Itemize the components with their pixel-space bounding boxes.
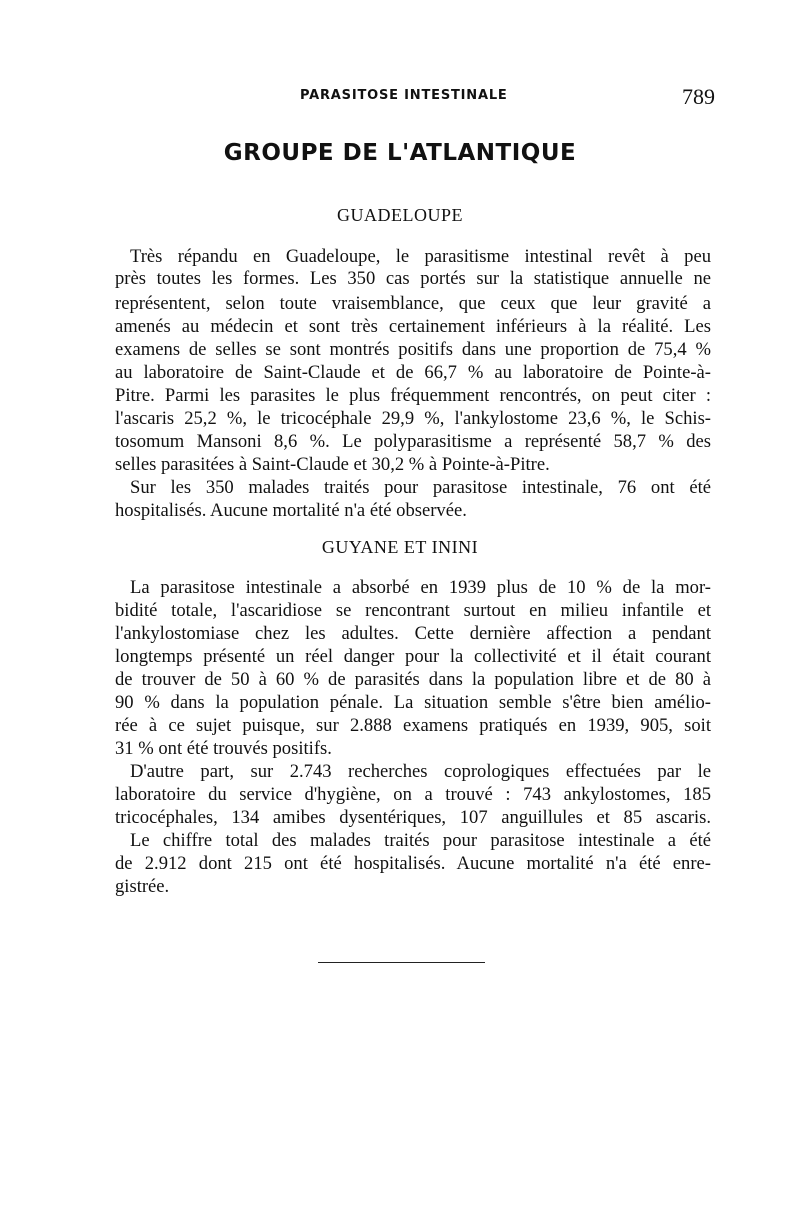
- running-title: PARASITOSE INTESTINALE: [300, 88, 508, 103]
- page-title: GROUPE DE L'ATLANTIQUE: [223, 140, 577, 166]
- section-heading-guyane: GUYANE ET ININI: [321, 537, 479, 557]
- paragraph-line: 90 % dans la population pénale. La situation semble s'être bien amélio-: [115, 692, 711, 713]
- paragraph-line: Sur les 350 malades traités pour parasitose intestinale, 76 ont été: [130, 477, 711, 498]
- paragraph-line: Très répandu en Guadeloupe, le parasitisme intestinal revêt à peu: [130, 246, 711, 267]
- paragraph-line: amenés au médecin et sont très certainement inférieurs à la réalité. Les: [115, 316, 711, 337]
- page-number: 789: [682, 84, 715, 109]
- paragraph-line: La parasitose intestinale a absorbé en 1939 plus de 10 % de la mor-: [130, 577, 711, 598]
- paragraph-line: Pitre. Parmi les parasites le plus fréquemment rencontrés, on peut citer :: [115, 385, 711, 406]
- paragraph-line: selles parasitées à Saint-Claude et 30,2 % à Pointe-à-Pitre.: [115, 454, 550, 475]
- paragraph-line: représentent, selon toute vraisemblance, que ceux que leur gravité a: [115, 293, 711, 314]
- paragraph-line: D'autre part, sur 2.743 recherches coprologiques effectuées par le: [130, 761, 711, 782]
- end-rule: [318, 962, 485, 963]
- paragraph-line: l'ascaris 25,2 %, le tricocéphale 29,9 %, l'ankylostome 23,6 %, le Schis-: [115, 408, 711, 429]
- paragraph-line: longtemps présenté un réel danger pour la collectivité et il était courant: [115, 646, 711, 667]
- paragraph-line: bidité totale, l'ascaridiose se rencontrant surtout en milieu infantile et: [115, 600, 711, 621]
- paragraph-line: de trouver de 50 à 60 % de parasités dans la population libre et de 80 à: [115, 669, 711, 690]
- paragraph-line: tosomum Mansoni 8,6 %. Le polyparasitisme a représenté 58,7 % des: [115, 431, 711, 452]
- paragraph-line: tricocéphales, 134 amibes dysentériques, 107 anguillules et 85 ascaris.: [115, 807, 711, 828]
- paragraph-line: gistrée.: [115, 876, 170, 897]
- paragraph-line: de 2.912 dont 215 ont été hospitalisés. Aucune mortalité n'a été enre-: [115, 853, 711, 874]
- paragraph-line: 31 % ont été trouvés positifs.: [115, 738, 332, 759]
- paragraph-line: laboratoire du service d'hygiène, on a trouvé : 743 ankylostomes, 185: [115, 784, 711, 805]
- paragraph-line: au laboratoire de Saint-Claude et de 66,7 % au laboratoire de Pointe-à-: [115, 362, 711, 383]
- paragraph-line: l'ankylostomiase chez les adultes. Cette dernière affection a pendant: [115, 623, 711, 644]
- running-header: [0, 86, 800, 110]
- paragraph-line: près toutes les formes. Les 350 cas portés sur la statistique annuelle ne: [115, 268, 711, 289]
- paragraph-line: rée à ce sujet puisque, sur 2.888 examens pratiqués en 1939, 905, soit: [115, 715, 711, 736]
- paragraph-line: hospitalisés. Aucune mortalité n'a été observée.: [115, 500, 467, 521]
- paragraph-line: Le chiffre total des malades traités pour parasitose intestinale a été: [130, 830, 711, 851]
- section-heading-guadeloupe: GUADELOUPE: [337, 205, 463, 225]
- paragraph-line: examens de selles se sont montrés positifs dans une proportion de 75,4 %: [115, 339, 711, 360]
